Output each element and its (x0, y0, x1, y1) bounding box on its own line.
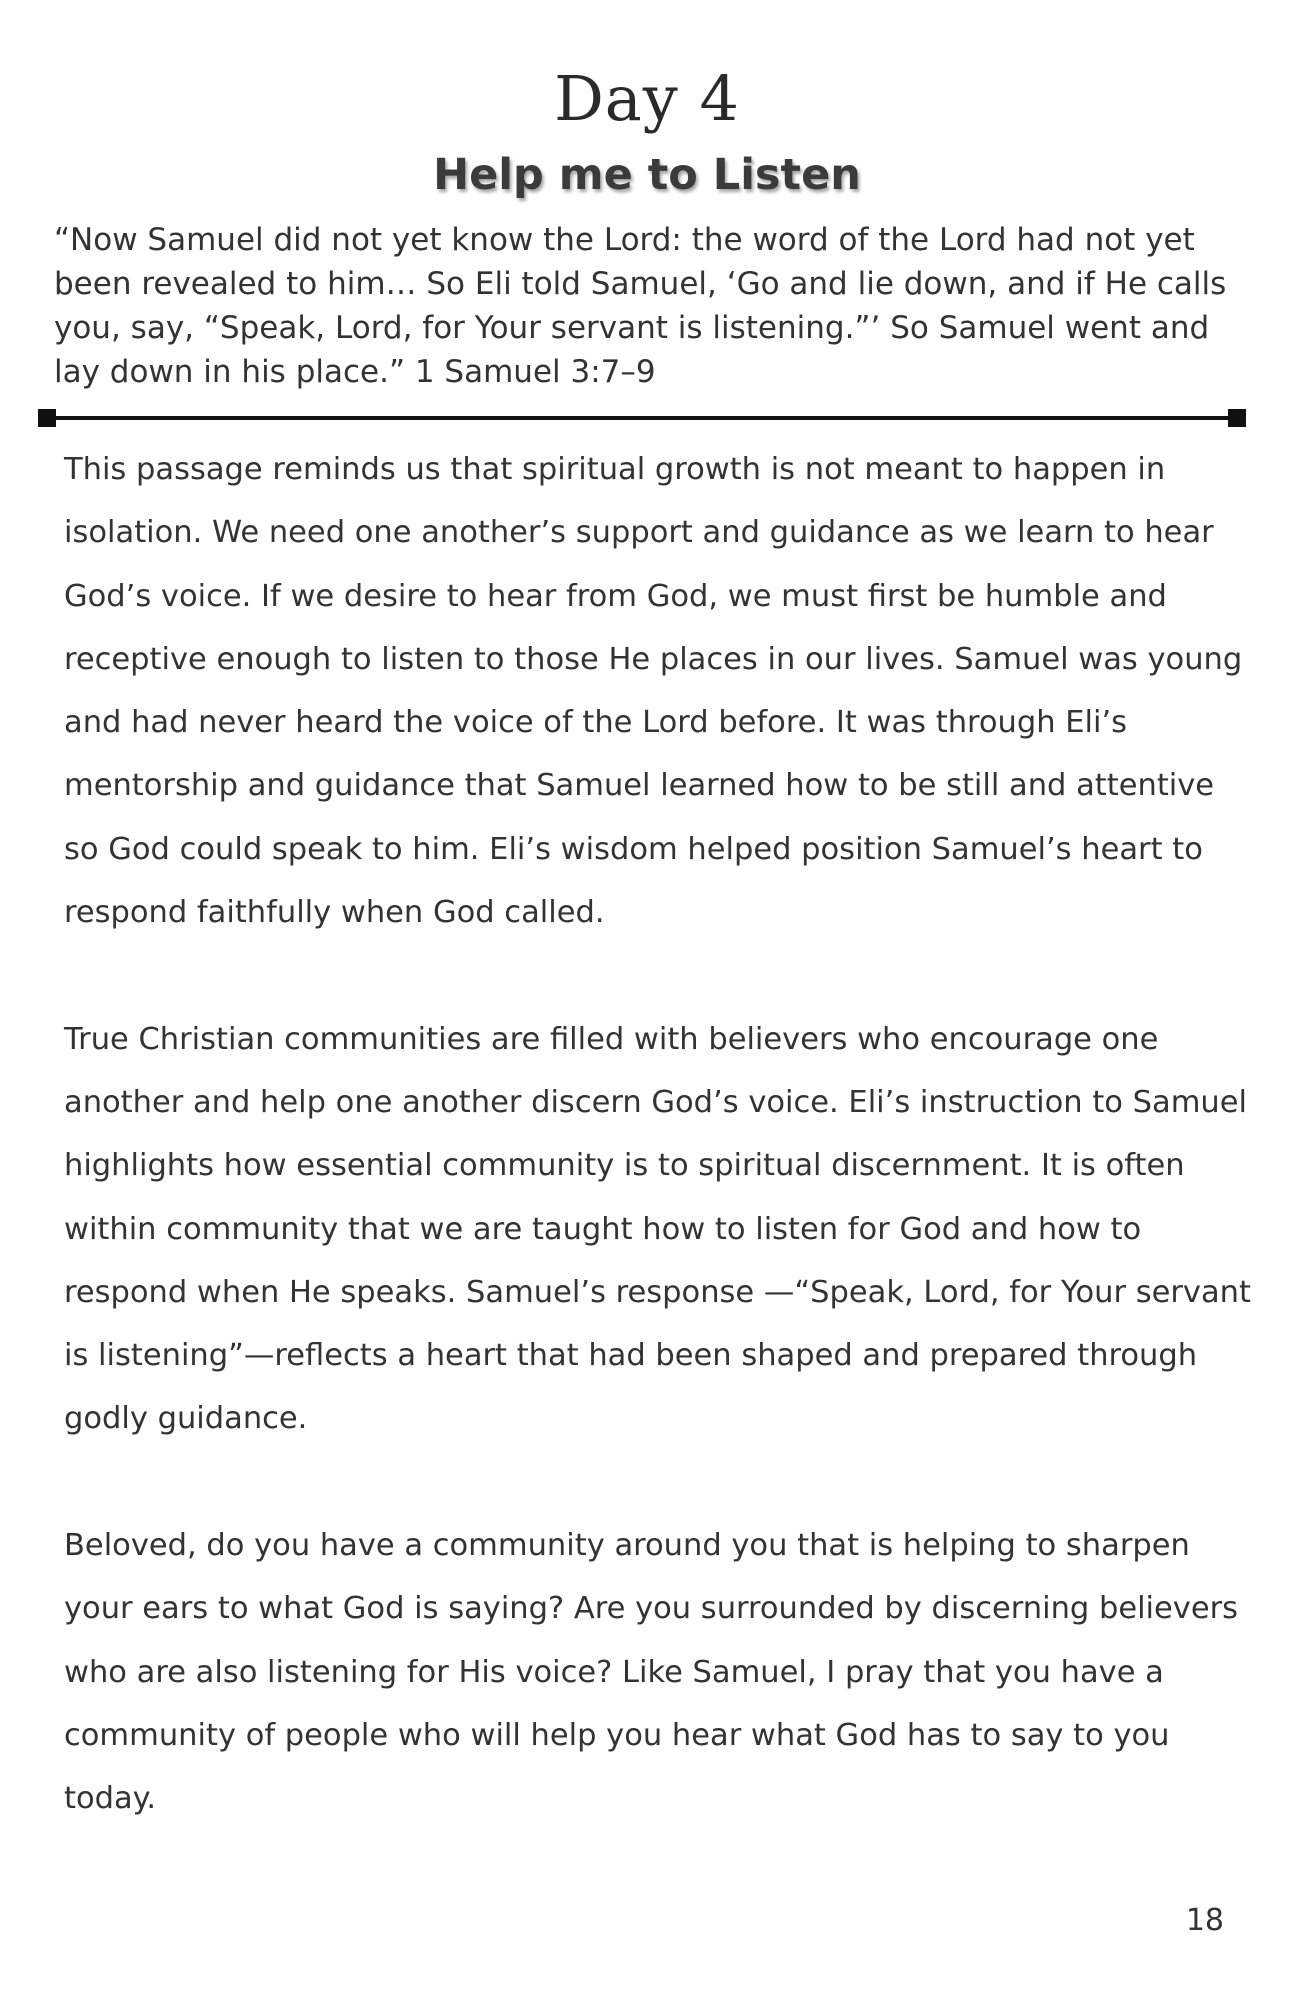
body-paragraph-2: True Christian communities are filled with believers who encourage one another and help one another discern God’s voice. Eli’s instruction to Samuel highlights how essential community is to spiritual discernment. It is often within community that we are taught how to listen for God and how to respond when He speaks. Samuel’s response —“Speak, Lord, for Your servant is listening”—reflects a heart that had been shaped and prepared through godly guidance. (64, 1021, 1251, 1437)
body-paragraph-1: This passage reminds us that spiritual growth is not meant to happen in isolation. We need one another’s support and guidance as we learn to hear God’s voice. If we desire to hear from God, we must first be humble and receptive enough to listen to those He places in our lives. Samuel was young and had never heard the voice of the Lord before. It was through Eli’s mentorship and guidance that Samuel learned how to be still and attentive so God could speak to him. Eli’s wisdom helped position Samuel’s heart to respond faithfully when God called. (64, 452, 1243, 931)
page-number: 18 (1185, 1903, 1224, 1938)
devotional-body (64, 438, 1254, 1894)
page-subtitle: Help me to Listen (433, 150, 861, 200)
divider-left-square-icon (38, 409, 56, 427)
day-title: Day 4 (554, 62, 740, 135)
section-divider (38, 409, 1246, 427)
scripture-quote: “Now Samuel did not yet know the Lord: the word of the Lord had not yet been revealed to him… So Eli told Samuel, ‘Go and lie down, and if He calls you, say, “Speak, Lord, for Your servant is listening.”’ So Samuel went and lay down in his place.” 1 Samuel 3:7–9 (54, 222, 1227, 390)
divider-line (46, 416, 1238, 420)
body-paragraph-3: Beloved, do you have a community around you that is helping to sharpen your ears to what God is saying? Are you surrounded by discerning believers who are also listening for His voice? Like Samuel, I pray that you have a community of people who will help you hear what God has to say to you today. (64, 1528, 1239, 1817)
divider-right-square-icon (1228, 409, 1246, 427)
